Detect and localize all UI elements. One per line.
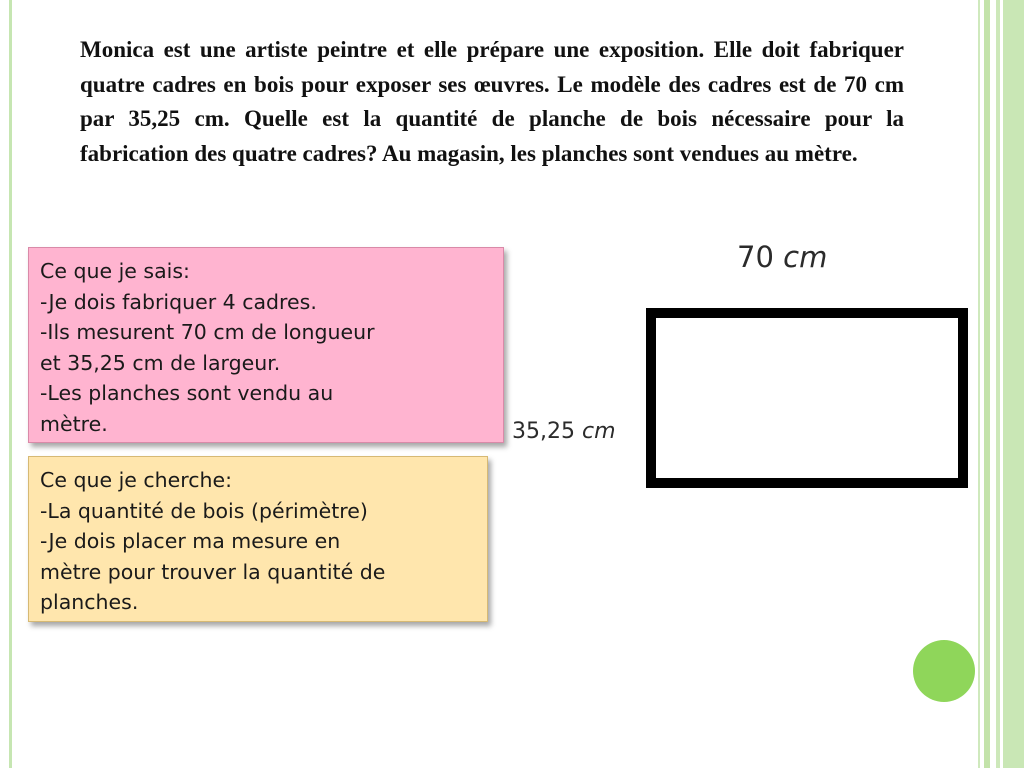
- problem-statement: Monica est une artiste peintre et elle prépare une exposition. Elle doit fabriquer quatre cadres en bois pour exposer ses œuvres. Le modèle des cadres est de 70 cm par 35,25 cm. Quelle est la quantité de planche de bois nécessaire pour la fabrication des quatre cadres? Au magasin, les planches sont vendues au mètre.: [80, 37, 904, 166]
- search-line: -La quantité de bois (périmètre): [40, 498, 368, 523]
- search-line: planches.: [40, 590, 139, 614]
- frame-rectangle: [646, 308, 968, 488]
- search-info-box: [28, 456, 488, 622]
- right-decorative-stripes: [978, 0, 1024, 768]
- length-unit: cm: [783, 240, 828, 274]
- width-label: [512, 419, 616, 444]
- search-line: -Je dois placer ma mesure en: [40, 529, 341, 553]
- length-value: 70: [737, 240, 774, 274]
- width-unit: cm: [581, 419, 616, 444]
- known-title: Ce que je sais:: [40, 259, 190, 283]
- width-value: 35,25: [512, 419, 575, 444]
- search-title: Ce que je cherche:: [40, 468, 233, 492]
- known-line: et 35,25 cm de largeur.: [40, 350, 281, 375]
- known-line: -Ils mesurent 70 cm de longueur: [40, 320, 375, 344]
- known-line: -Je dois fabriquer 4 cadres.: [40, 289, 317, 314]
- search-line: mètre pour trouver la quantité de: [40, 559, 386, 584]
- known-line: mètre.: [40, 411, 108, 436]
- known-line: -Les planches sont vendu au: [40, 381, 334, 405]
- known-info-box: [28, 247, 504, 443]
- length-label: [737, 240, 827, 274]
- green-circle-decoration: [913, 640, 975, 702]
- left-border-line: [9, 0, 12, 768]
